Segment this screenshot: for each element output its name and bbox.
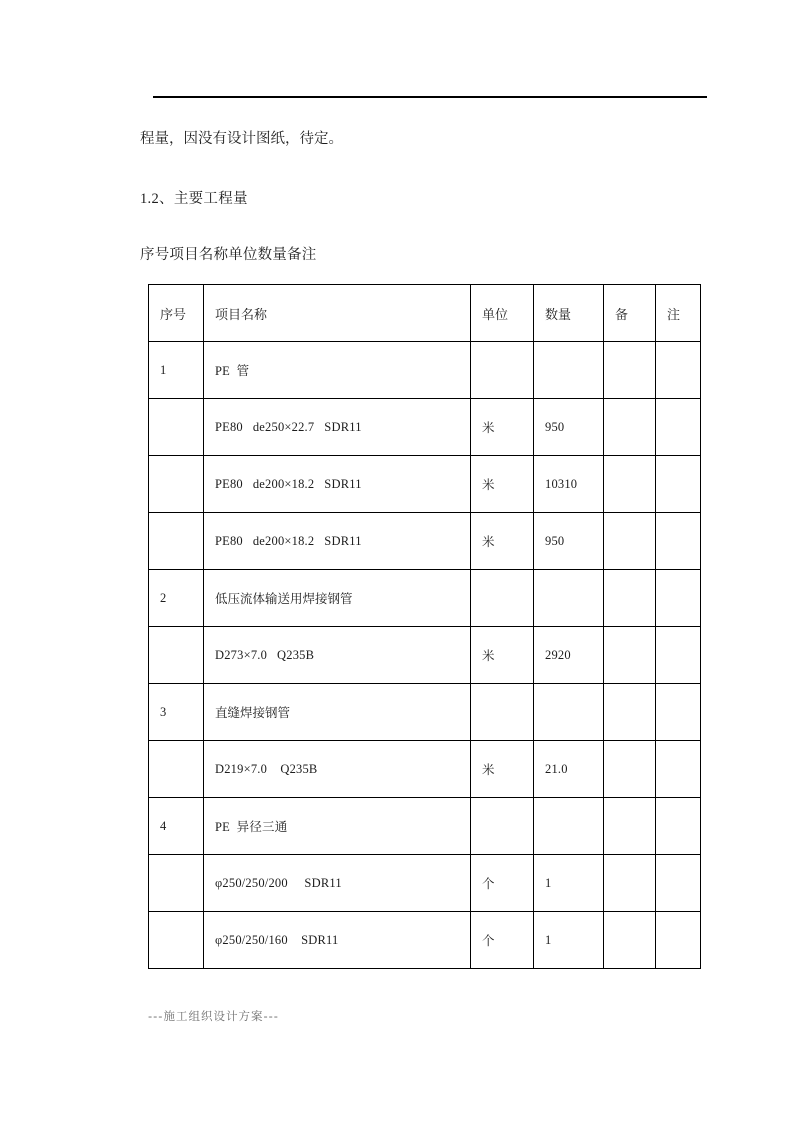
cell-bei [604, 570, 656, 627]
cell-qty: 21.0 [534, 741, 604, 798]
cell-name: PE80 de200×18.2 SDR11 [204, 513, 471, 570]
cell-bei [604, 912, 656, 969]
cell-name: PE 异径三通 [204, 798, 471, 855]
table-row [149, 912, 701, 969]
cell-qty [534, 342, 604, 399]
footer-note: ---施工组织设计方案--- [148, 1009, 279, 1023]
cell-unit: 米 [471, 513, 534, 570]
cell-no [149, 627, 204, 684]
cell-unit [471, 342, 534, 399]
table-row [149, 627, 701, 684]
cell-zhu [656, 684, 701, 741]
cell-name: 低压流体输送用焊接钢管 [204, 570, 471, 627]
table-row [149, 570, 701, 627]
column-header-unit: 单位 [471, 285, 534, 342]
cell-no [149, 855, 204, 912]
cell-bei [604, 399, 656, 456]
cell-zhu [656, 855, 701, 912]
cell-qty [534, 798, 604, 855]
table-row [149, 399, 701, 456]
cell-qty [534, 570, 604, 627]
cell-zhu [656, 570, 701, 627]
cell-no [149, 399, 204, 456]
cell-qty: 1 [534, 912, 604, 969]
cell-name: PE80 de250×22.7 SDR11 [204, 399, 471, 456]
cell-unit: 个 [471, 855, 534, 912]
cell-unit: 米 [471, 399, 534, 456]
column-header-qty: 数量 [534, 285, 604, 342]
cell-zhu [656, 741, 701, 798]
cell-unit [471, 798, 534, 855]
cell-name: D273×7.0 Q235B [204, 627, 471, 684]
cell-bei [604, 741, 656, 798]
cell-bei [604, 456, 656, 513]
main-quantity-table [148, 284, 701, 969]
table-row [149, 456, 701, 513]
cell-unit: 米 [471, 741, 534, 798]
cell-no: 2 [149, 570, 204, 627]
cell-qty [534, 684, 604, 741]
cell-unit [471, 570, 534, 627]
cell-bei [604, 798, 656, 855]
cell-qty: 1 [534, 855, 604, 912]
header-divider-rule [153, 96, 707, 98]
cell-no [149, 456, 204, 513]
table-row [149, 684, 701, 741]
cell-name: φ250/250/200 SDR11 [204, 855, 471, 912]
cell-no [149, 513, 204, 570]
column-header-bei: 备 [604, 285, 656, 342]
table-row [149, 741, 701, 798]
cell-zhu [656, 399, 701, 456]
cell-no: 1 [149, 342, 204, 399]
cell-name: φ250/250/160 SDR11 [204, 912, 471, 969]
table-header-row [149, 285, 701, 342]
cell-unit [471, 684, 534, 741]
section-heading: 1.2、主要工程量 [140, 191, 248, 207]
cell-zhu [656, 912, 701, 969]
cell-zhu [656, 627, 701, 684]
cell-name: PE80 de200×18.2 SDR11 [204, 456, 471, 513]
cell-qty: 10310 [534, 456, 604, 513]
cell-bei [604, 627, 656, 684]
cell-no [149, 741, 204, 798]
column-header-no: 序号 [149, 285, 204, 342]
table-row [149, 855, 701, 912]
cell-name: 直缝焊接钢管 [204, 684, 471, 741]
table-row [149, 342, 701, 399]
cell-zhu [656, 342, 701, 399]
cell-zhu [656, 798, 701, 855]
table-body [149, 342, 701, 969]
cell-no: 3 [149, 684, 204, 741]
cell-bei [604, 342, 656, 399]
cell-bei [604, 684, 656, 741]
cell-unit: 米 [471, 456, 534, 513]
cell-no: 4 [149, 798, 204, 855]
column-header-zhu: 注 [656, 285, 701, 342]
cell-no [149, 912, 204, 969]
cell-bei [604, 855, 656, 912]
cell-bei [604, 513, 656, 570]
cell-zhu [656, 513, 701, 570]
cell-name: PE 管 [204, 342, 471, 399]
cell-name: D219×7.0 Q235B [204, 741, 471, 798]
cell-unit: 米 [471, 627, 534, 684]
table-row [149, 798, 701, 855]
cell-qty: 2920 [534, 627, 604, 684]
cell-zhu [656, 456, 701, 513]
cell-qty: 950 [534, 399, 604, 456]
cell-unit: 个 [471, 912, 534, 969]
paragraph-continued: 程量，因没有设计图纸，待定。 [140, 131, 343, 147]
cell-qty: 950 [534, 513, 604, 570]
table-row [149, 513, 701, 570]
table-caption: 序号项目名称单位数量备注 [140, 247, 317, 263]
column-header-name: 项目名称 [204, 285, 471, 342]
